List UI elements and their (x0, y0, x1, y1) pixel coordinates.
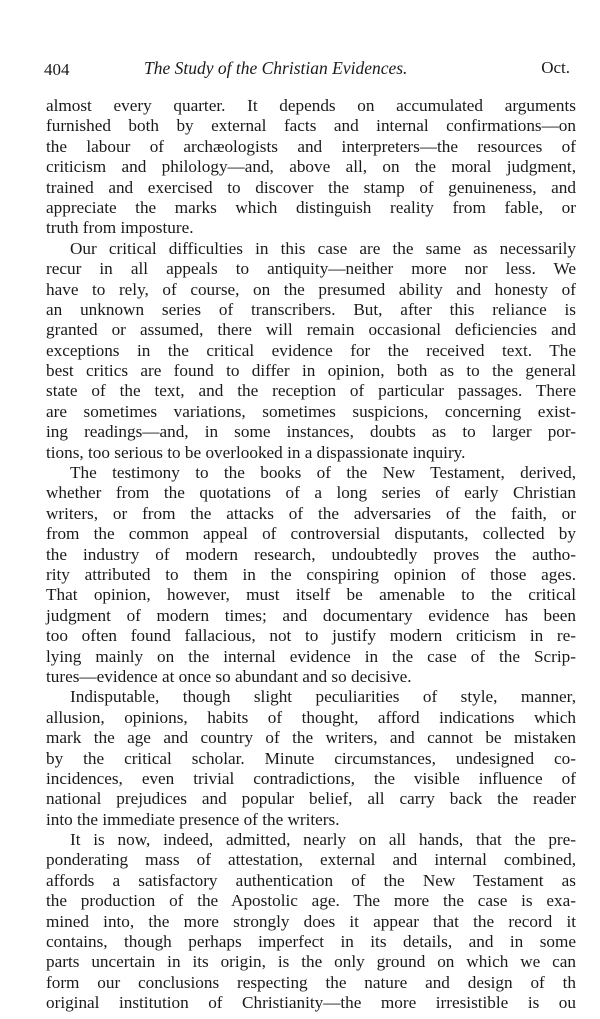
text-line: lying mainly on the internal evidence in the case of the Scrip- (46, 646, 576, 666)
paragraph (46, 463, 576, 687)
text-line: too often found fallacious, not to justify modern criticism in re- (46, 626, 576, 646)
text-line: writers, or from the attacks of the adversaries of the faith, or (46, 503, 576, 523)
text-line: best critics are found to differ in opinion, both as to the general (46, 361, 576, 381)
running-header (44, 58, 574, 84)
page-number: 404 (44, 60, 70, 79)
text-line: Indisputable, though slight peculiarities of style, manner, (70, 687, 576, 707)
text-line: truth from imposture. (46, 218, 194, 238)
text-line: almost every quarter. It depends on accumulated arguments (46, 96, 576, 115)
paragraph (46, 830, 576, 1014)
text-line: furnished both by external facts and internal confirmations—on (46, 116, 576, 136)
text-line: affords a satisfactory authentication of the New Testament as (46, 870, 576, 890)
paragraph (46, 239, 576, 463)
issue-month: Oct. (541, 58, 570, 77)
text-line: into the immediate presence of the writers. (46, 809, 340, 829)
text-line: Our critical difficulties in this case are the same as necessarily (70, 238, 576, 258)
text-line: the production of the Apostolic age. The more the case is exa- (46, 891, 576, 911)
text-line: allusion, opinions, habits of thought, afford indications which (46, 707, 576, 727)
text-line: tures—evidence at once so abundant and so decisive. (46, 666, 412, 686)
text-line: It is now, indeed, admitted, nearly on all hands, that the pre- (70, 830, 576, 850)
text-line: form our conclusions respecting the nature and design of th (46, 972, 576, 992)
text-line: national prejudices and popular belief, all carry back the reader (46, 789, 576, 809)
text-line: The testimony to the books of the New Testament, derived, (70, 463, 576, 483)
text-line: parts uncertain in its origin, is the only ground on which we can (46, 952, 576, 972)
text-line: from the common appeal of controversial disputants, collected by (46, 524, 576, 544)
text-line: mined into, the more strongly does it appear that the record it (46, 911, 576, 931)
text-line: are sometimes variations, sometimes suspicions, concerning exist- (46, 401, 576, 421)
text-line: rity attributed to them in the conspiring opinion of those ages. (46, 564, 576, 584)
text-line: contains, though perhaps imperfect in its details, and in some (46, 932, 576, 952)
text-line: the industry of modern research, undoubtedly proves the autho- (46, 544, 576, 564)
text-line: tions, too serious to be overlooked in a dispassionate inquiry. (46, 442, 466, 462)
text-line: recur in all appeals to antiquity—neither more nor less. We (46, 259, 576, 279)
text-line: state of the text, and the reception of particular passages. There (46, 381, 576, 401)
text-line: ponderating mass of attestation, external and internal combined, (46, 850, 576, 870)
body-text (46, 96, 576, 1014)
text-line: the labour of archæologists and interpreters—the resources of (46, 136, 576, 156)
text-line: whether from the quotations of a long series of early Christian (46, 483, 576, 503)
text-line: have to rely, of course, on the presumed ability and honesty of (46, 279, 576, 299)
paragraph (46, 96, 576, 239)
text-line: criticism and philology—and, above all, on the moral judgment, (46, 157, 576, 177)
text-line: That opinion, however, must itself be amenable to the critical (46, 585, 576, 605)
text-line: appreciate the marks which distinguish reality from fable, or (46, 197, 576, 217)
text-line: an unknown series of transcribers. But, after this reliance is (46, 299, 576, 319)
running-title: The Study of the Christian Evidences. (144, 58, 408, 78)
text-line: exceptions in the critical evidence for the received text. The (46, 340, 576, 360)
text-line: trained and exercised to discover the stamp of genuineness, and (46, 177, 576, 197)
paragraph (46, 687, 576, 830)
text-line: by the critical scholar. Minute circumstances, undesigned co- (46, 748, 576, 768)
text-line: original institution of Christianity—the more irresistible is ou (46, 993, 576, 1013)
text-line: granted or assumed, there will remain occasional deficiencies and (46, 320, 576, 340)
text-line: incidences, even trivial contradictions, the visible influence of (46, 768, 576, 788)
text-line: ing readings—and, in some instances, doubts as to larger por- (46, 422, 576, 442)
text-line: judgment of modern times; and documentary evidence has been (46, 605, 576, 625)
text-line: mark the age and country of the writers, and cannot be mistaken (46, 728, 576, 748)
